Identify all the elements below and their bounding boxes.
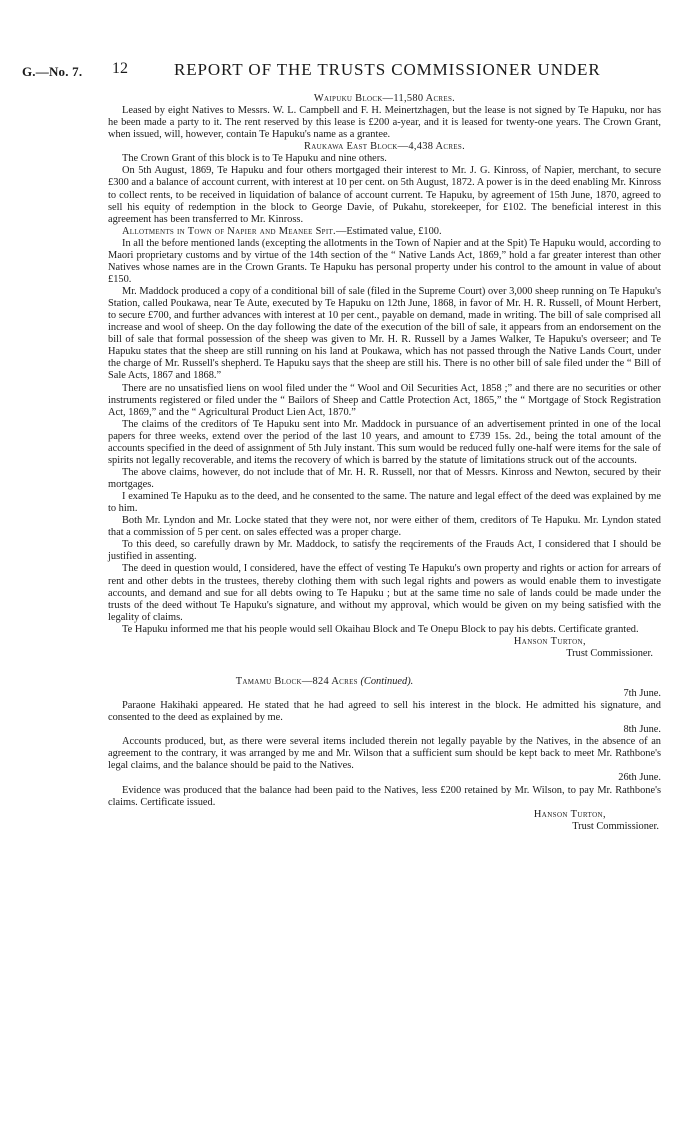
paragraph: Accounts produced, but, as there were several items included therein not legally payable by the Natives, in the absence of an agreement to the contrary, it was arranged by me and Mr. Wilson that a sufficient sum should be kept back to meet Mr. Rathbone's legal claims, and the balance should be paid to the Natives. [108,736,661,772]
paragraph: The Crown Grant of this block is to Te Hapuku and nine others. [122,153,387,165]
paragraph: The deed in question would, I considered, have the effect of vesting Te Hapuku's own property and rights or action for arrears of rent and other debts in the trustees, thereby clothing them with such legal rights and powers as would enable them to investigate accounts, and demand and sue for all debts owing to Te Hapuku ; but at the same time no sale of lands could be made under the trusts of the deed without Te Hapuku's signature, and without my approval, which would be given on my being satisfied with the legality of claims. [108,563,661,623]
paragraph: On 5th August, 1869, Te Hapuku and four others mortgaged their interest to Mr. J. G. Kinross, of Napier, merchant, to secure £300 and a balance of account current, with interest at 10 per cent. on 5th August, 1872. A power is in the deed enabling Mr. Kinross to collect rents, to be received in liquidation of balance of account current. Te Hapuku, by agreement of 15th June, 1870, agreed to sell his equity of redemption in the block to George Davie, of Pukahu, storekeeper, for £102. The beneficial interest in this agreement has been transferred to Mr. Kinross. [108,165,661,225]
paragraph: The above claims, however, do not include that of Mr. H. R. Russell, nor that of Messrs. Kinross and Newton, secured by their mortgages. [108,466,661,490]
signature-name: Hanson Turton, [533,808,606,820]
paragraph: I examined Te Hapuku as to the deed, and he consented to the same. The nature and legal effect of the deed was explained by me to him. [108,491,661,515]
section-number: G.—No. 7. [22,64,83,79]
section-gap [108,660,661,676]
paragraph: There are no unsatisfied liens on wool filed under the “ Wool and Oil Securities Act, 1858 ;” and there are no securities or other instruments registered or filed under the “ Bailors of Sheep and Cattle Protection Act, 1865,” the “ Mortgage of Stock Registration Act, 1869,” and the “ Agricultural Product Lien Act, 1870.” [108,382,661,418]
paragraph: The claims of the creditors of Te Hapuku sent into Mr. Maddock in pursuance of an advertisement printed in one of the local papers for three weeks, extend over the period of the last 10 years, and amount to £739 15s. 2d., being the total amount of the accounts specified in the deed of assignment of 5th July instant. This sum would be reduced fully one-half were items for the sale of spirits not legally recoverable, and items the recovery of which is barred by the statute of limitations struck out of the accounts. [108,418,661,466]
entry-date: 26th June. [618,772,661,784]
raukawa-block-heading: Raukawa East Block—4,438 Acres. [304,141,465,153]
continued-label: (Continued). [360,675,414,687]
paragraph: In all the before mentioned lands (excepting the allotments in the Town of Napier and at the Spit) Te Hapuku would, according to Maori proprietary customs and by virtue of the 14th section of the “ Native Lands Act, 1869,” hold a far greater interest than other Natives whose names are in the Crown Grants. Te Hapuku has personal property under his control to the amount in value of about £150. [108,237,661,285]
page-title: REPORT OF THE TRUSTS COMMISSIONER UNDER [174,60,601,79]
paragraph: Te Hapuku informed me that his people would sell Okaihau Block and Te Onepu Block to pay his debts. Certificate granted. [122,623,639,635]
signature-title: Trust Commissioner. [572,820,659,832]
paragraph: To this deed, so carefully drawn by Mr. Maddock, to satisfy the reqcirements of the Frauds Act, I considered that I should be justified in assenting. [108,539,661,563]
allotments-value: —Estimated value, £100. [335,225,442,237]
tamamu-block-heading: Tamamu Block—824 Acres [235,675,358,687]
paragraph: Mr. Maddock produced a copy of a conditional bill of sale (filed in the Supreme Court) over 3,000 sheep running on Te Hapuku's Station, called Poukawa, near Te Aute, executed by Te Hapuku on 12th June, 1868, in favor of Mr. H. R. Russell, of Mount Herbert, to secure £700, and further advances with interest at 10 per cent., payable on demand, made in writing. The bill of sale comprised all increase and wool of sheep. On the day following the date of the execution of the bill of sale, it appears from an endorsement on the bill of sale that formal possession of the sheep was given to Mr. H. R. Russell by a James Walker, Te Hapuku's overseer; and Te Hapuku states that the sheep are still running on his land at Poukawa, which has not passed through the Native Lands Court, under the charge of Mr. Russell's shepherd. Te Hapuku says that the sheep are still his. There is no other bill of sale filed under the “ Bill of Sale Acts, 1867 and 1868.” [108,286,661,382]
signature-title: Trust Commissioner. [566,647,653,659]
entry-date: 7th June. [623,688,661,699]
tamamu-block-heading-line [108,676,661,688]
entry-date: 8th June. [623,724,661,736]
waipuku-block-heading: Waipuku Block—11,580 Acres. [313,93,456,104]
paragraph: Paraone Hakihaki appeared. He stated that he had agreed to sell his interest in the block. He admitted his signature, and consented to the deed as explained by me. [108,700,661,724]
paragraph: Leased by eight Natives to Messrs. W. L. Campbell and F. H. Meinertzhagen, but the lease is not signed by Te Hapuku, nor has he been made a party to it. The rent reserved by this lease is £200 a-year, and it is leased for twenty-one years. The Crown Grant, when issued, will, however, contain Te Hapuku's name as a grantee. [108,105,661,141]
allotments-heading: Allotments in Town of Napier and Meanee Spit. [122,225,336,237]
report-body [108,93,661,833]
paragraph: Evidence was produced that the balance had been paid to the Natives, less £200 retained by Mr. Wilson, to pay Mr. Rathbone's claims. Certificate issued. [108,784,661,808]
allotments-heading-line [108,226,661,238]
paragraph: Both Mr. Lyndon and Mr. Locke stated that they were not, nor were either of them, creditors of Te Hapuku. Mr. Lyndon stated that a commission of 5 per cent. on sales effected was a proper charge. [108,515,661,539]
signature-name: Hanson Turton, [513,635,586,647]
page-number: 12 [112,60,128,77]
page-header [22,60,672,82]
